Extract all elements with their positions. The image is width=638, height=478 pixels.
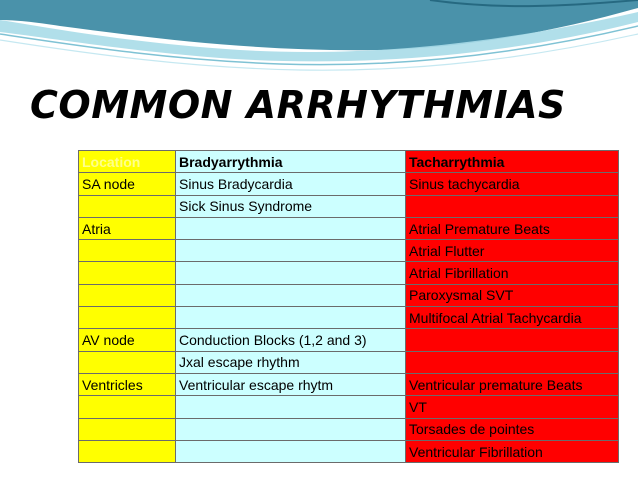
table-row [79,329,619,351]
cell-location [79,240,176,262]
cell-brady: Ventricular escape rhytm [176,373,406,395]
cell-brady: Jxal escape rhythm [176,351,406,373]
cell-brady: Sinus Bradycardia [176,173,406,195]
cell-brady [176,307,406,329]
cell-brady [176,217,406,239]
cell-tachy [406,351,619,373]
cell-location [79,396,176,418]
cell-location [79,418,176,440]
cell-brady [176,418,406,440]
cell-tachy: Torsades de pointes [406,418,619,440]
table-header-row [79,151,619,173]
cell-brady [176,396,406,418]
cell-location: Atria [79,217,176,239]
cell-brady [176,240,406,262]
cell-location: Ventricles [79,373,176,395]
table-row [79,173,619,195]
table-row [79,262,619,284]
table-row [79,351,619,373]
slide-title: COMMON ARRHYTHMIAS [30,83,566,127]
header-bradyarrhythmia: Bradyarrythmia [176,151,406,173]
cell-location [79,195,176,217]
cell-tachy [406,329,619,351]
table-row [79,440,619,462]
cell-location [79,284,176,306]
cell-brady [176,284,406,306]
cell-tachy: Atrial Premature Beats [406,217,619,239]
cell-tachy: VT [406,396,619,418]
table-row [79,240,619,262]
header-tacharrythmia: Tacharrythmia [406,151,619,173]
cell-brady: Conduction Blocks (1,2 and 3) [176,329,406,351]
table-row [79,195,619,217]
cell-brady [176,440,406,462]
cell-tachy: Paroxysmal SVT [406,284,619,306]
cell-tachy [406,195,619,217]
cell-tachy: Ventricular Fibrillation [406,440,619,462]
cell-location [79,307,176,329]
cell-location [79,262,176,284]
cell-location: AV node [79,329,176,351]
cell-location [79,351,176,373]
table-row [79,418,619,440]
header-location-label: Location [82,153,141,170]
header-wave-decoration [0,0,638,80]
cell-location: SA node [79,173,176,195]
table-row [79,396,619,418]
cell-location [79,440,176,462]
cell-brady: Sick Sinus Syndrome [176,195,406,217]
header-location [79,151,176,173]
cell-tachy: Sinus tachycardia [406,173,619,195]
cell-tachy: Atrial Flutter [406,240,619,262]
cell-tachy: Ventricular premature Beats [406,373,619,395]
table-row [79,284,619,306]
arrhythmia-table [78,150,619,463]
table-row [79,217,619,239]
cell-brady [176,262,406,284]
cell-tachy: Atrial Fibrillation [406,262,619,284]
table-row [79,373,619,395]
cell-tachy: Multifocal Atrial Tachycardia [406,307,619,329]
table-row [79,307,619,329]
